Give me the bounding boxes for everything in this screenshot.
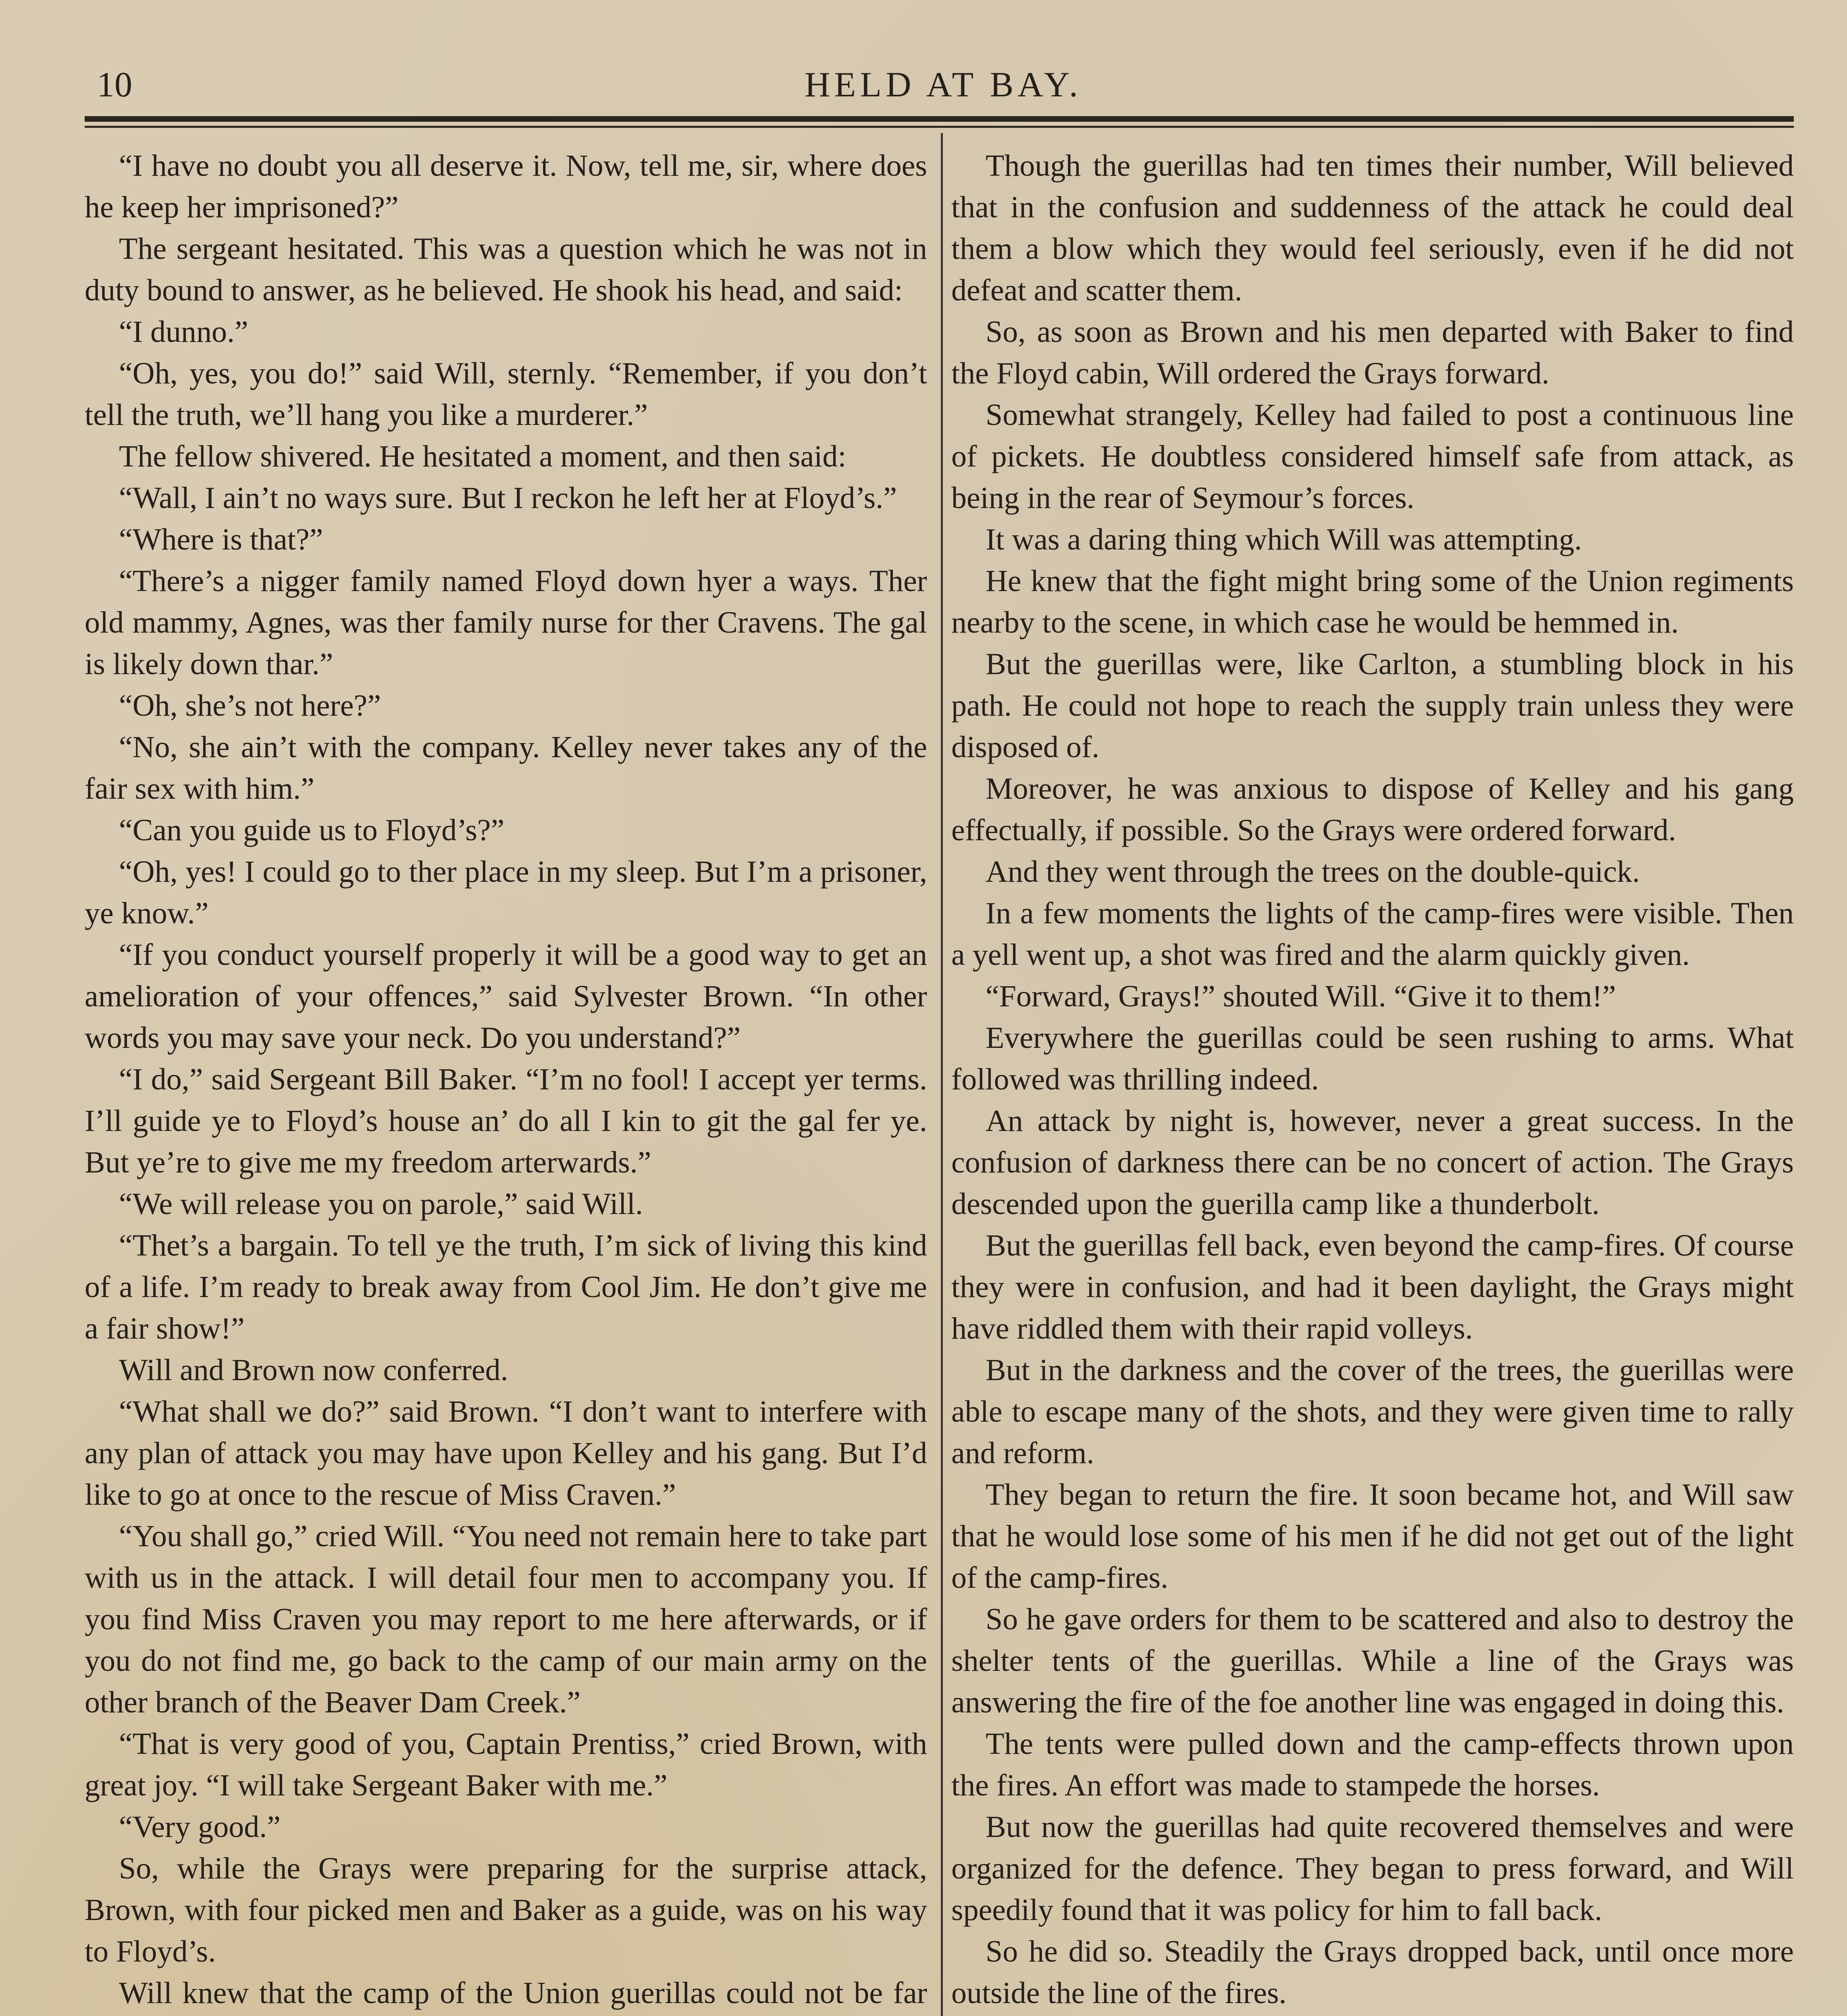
paragraph: So he gave orders for them to be scattered and also to destroy the shelter tents of the guerillas. While a line of the Grays was answering the fire of the foe another line was engaged in doing this. — [951, 1602, 1794, 1719]
paragraph: “Forward, Grays!” shouted Will. “Give it to them!” — [986, 979, 1616, 1013]
page-header — [89, 60, 1798, 117]
paragraph — [951, 2014, 1794, 2016]
paragraph: So, as soon as Brown and his men departed with Baker to find the Floyd cabin, Will ordered the Grays forward. — [951, 315, 1794, 390]
paragraph: “You shall go,” cried Will. “You need not remain here to take part with us in the attack. I will detail four men to accompany you. If you find Miss Craven you may report to me here afterwards, or if you do not find me, go back to the camp of our main army on the other branch of the Beaver Dam Creek.” — [85, 1519, 927, 1719]
paragraph: The tents were pulled down and the camp-effects thrown upon the fires. An effort was made to stampede the horses. — [951, 1727, 1794, 1802]
paragraph: It was a daring thing which Will was attempting. — [986, 523, 1582, 556]
paragraph: “We will release you on parole,” said Will. — [119, 1187, 643, 1221]
paragraph: “Wall, I ain’t no ways sure. But I reckon he left her at Floyd’s.” — [119, 481, 897, 515]
paragraph: They began to return the fire. It soon became hot, and Will saw that he would lose some of his men if he did not get out of the light of the camp-fires. — [951, 1478, 1794, 1595]
paragraph: In a few moments the lights of the camp-fires were visible. Then a yell went up, a shot was fired and the alarm quickly given. — [951, 896, 1794, 972]
paragraph: “Oh, yes, you do!” said Will, sternly. “Remember, if you don’t tell the truth, we’ll hang you like a murderer.” — [85, 356, 927, 432]
paragraph: Everywhere the guerillas could be seen rushing to arms. What followed was thrilling indeed. — [951, 1021, 1794, 1096]
paragraph: He knew that the fight might bring some of the Union regiments nearby to the scene, in which case he would be hemmed in. — [951, 564, 1794, 639]
paragraph: An attack by night is, however, never a great success. In the confusion of darkness there can be no concert of action. The Grays descended upon the guerilla camp like a thunderbolt. — [951, 1104, 1794, 1221]
paragraph: Will knew that the camp of the Union guerillas could not be far — [119, 1976, 927, 2010]
paragraph: So, while the Grays were preparing for the surprise attack, Brown, with four picked men and Baker as a guide, was on his way to Floyd’s. — [85, 1851, 927, 1968]
left-column — [85, 145, 927, 2016]
running-title: HELD AT BAY. — [804, 65, 1082, 104]
right-column — [951, 145, 1794, 2016]
paragraph: “I dunno.” — [119, 315, 248, 349]
column-divider — [941, 133, 943, 2016]
paragraph: Though the guerillas had ten times their number, Will believed that in the confusion and suddenness of the attack he could deal them a blow which they would feel seriously, even if he did not defeat and scatter them. — [951, 149, 1794, 307]
paragraph: “No, she ain’t with the company. Kelley never takes any of the fair sex with him.” — [85, 730, 927, 806]
header-rule-thin — [85, 126, 1794, 128]
paragraph: But in the darkness and the cover of the trees, the guerillas were able to escape many of the shots, and they were given time to rally and reform. — [951, 1353, 1794, 1470]
paragraph: “There’s a nigger family named Floyd down hyer a ways. Ther old mammy, Agnes, was ther family nurse for ther Cravens. The gal is likely down thar.” — [85, 564, 927, 681]
paragraph: Will and Brown now conferred. — [119, 1353, 508, 1387]
paragraph: Somewhat strangely, Kelley had failed to post a continuous line of pickets. He doubtless considered himself safe from attack, as being in the rear of Seymour’s forces. — [951, 398, 1794, 515]
paragraph: Moreover, he was anxious to dispose of Kelley and his gang effectually, if possible. So the Grays were ordered forward. — [951, 772, 1794, 847]
paragraph: But the guerillas were, like Carlton, a stumbling block in his path. He could not hope to reach the supply train unless they were disposed of. — [951, 647, 1794, 764]
paragraph: “If you conduct yourself properly it will be a good way to get an amelioration of your offences,” said Sylvester Brown. “In other words you may save your neck. Do you understand?” — [85, 938, 927, 1055]
paragraph: “Oh, yes! I could go to ther place in my sleep. But I’m a prisoner, ye know.” — [85, 855, 927, 930]
page-number: 10 — [97, 65, 132, 104]
paragraph: “What shall we do?” said Brown. “I don’t want to interfere with any plan of attack you may have upon Kelley and his gang. But I’d like to go at once to the rescue of Miss Craven.” — [85, 1395, 927, 1512]
paragraph: So he did so. Steadily the Grays dropped back, until once more outside the line of the fires. — [951, 1935, 1794, 2010]
paragraph: And they went through the trees on the double-quick. — [986, 855, 1640, 889]
paragraph: “Thet’s a bargain. To tell ye the truth, I’m sick of living this kind of a life. I’m ready to break away from Cool Jim. He don’t give me a fair show!” — [85, 1229, 927, 1345]
paragraph: But now the guerillas had quite recovered themselves and were organized for the defence. They began to press forward, and Will speedily found that it was policy for him to fall back. — [951, 1810, 1794, 1927]
paragraph: But the guerillas fell back, even beyond the camp-fires. Of course they were in confusion, and had it been daylight, the Grays might have riddled them with their rapid volleys. — [951, 1229, 1794, 1345]
paragraph: “That is very good of you, Captain Prentiss,” cried Brown, with great joy. “I will take Sergeant Baker with me.” — [85, 1727, 927, 1802]
paragraph: “Where is that?” — [119, 523, 323, 556]
paragraph: “Oh, she’s not here?” — [119, 689, 381, 723]
paragraph: “Can you guide us to Floyd’s?” — [119, 813, 505, 847]
paragraph: “I have no doubt you all deserve it. Now, tell me, sir, where does he keep her imprisoned?” — [85, 149, 927, 224]
paragraph: The sergeant hesitated. This was a question which he was not in duty bound to answer, as he believed. He shook his head, and said: — [85, 232, 927, 307]
paragraph: “I do,” said Sergeant Bill Baker. “I’m no fool! I accept yer terms. I’ll guide ye to Floyd’s house an’ do all I kin to git the gal fer ye. But ye’re to give me my freedom arterwards.” — [85, 1062, 927, 1179]
header-rule-thick — [85, 116, 1794, 122]
paragraph: The fellow shivered. He hesitated a moment, and then said: — [119, 439, 847, 473]
paragraph: “Very good.” — [119, 1810, 281, 1844]
